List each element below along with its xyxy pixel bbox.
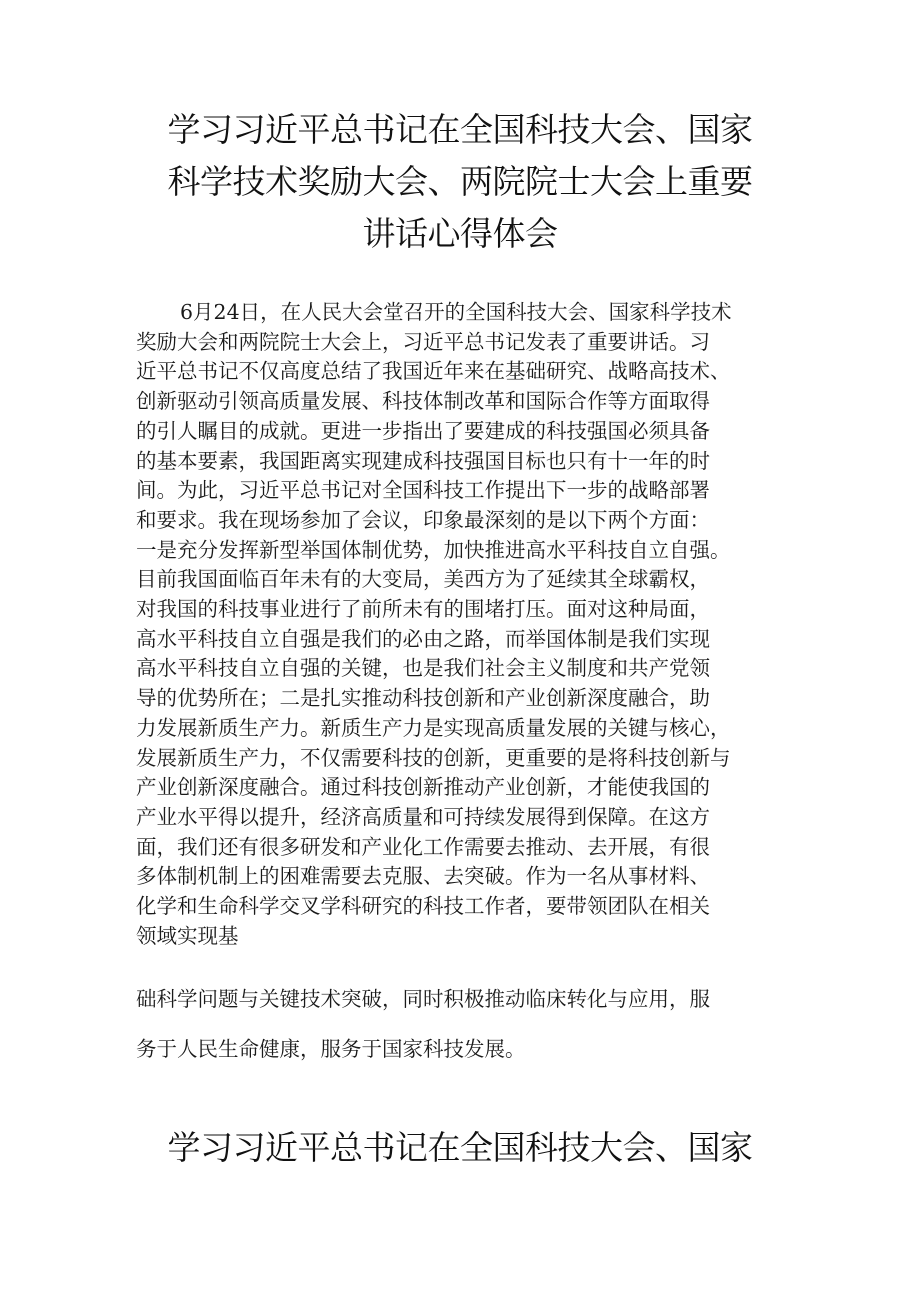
title-line-2: 科学技术奖励大会、两院院士大会上重要 bbox=[167, 162, 753, 201]
body-line: 对我国的科技事业进行了前所未有的围堵打压。面对这种局面， bbox=[136, 597, 710, 622]
body-line: 高水平科技自立自强的关键，也是我们社会主义制度和共产党领 bbox=[136, 656, 710, 681]
title-line-1: 学习习近平总书记在全国科技大会、国家 bbox=[167, 110, 753, 149]
body-line: 的引人瞩目的成就。更进一步指出了要建成的科技强国必须具备 bbox=[136, 418, 710, 443]
body-line: 奖励大会和两院院士大会上，习近平总书记发表了重要讲话。习 bbox=[136, 329, 710, 354]
body-line: 化学和生命科学交叉学科研究的科技工作者，要带领团队在相关 bbox=[136, 894, 710, 919]
body-line: 产业创新深度融合。通过科技创新推动产业创新，才能使我国的 bbox=[136, 775, 710, 800]
body-line: 导的优势所在；二是扎实推动科技创新和产业创新深度融合，助 bbox=[136, 686, 710, 711]
next-document-title: 学习习近平总书记在全国科技大会、国家 bbox=[167, 1128, 753, 1167]
body-line: 多体制机制上的困难需要去克服、去突破。作为一名从事材料、 bbox=[136, 864, 710, 889]
document-title bbox=[120, 104, 800, 260]
title-line-3: 讲话心得体会 bbox=[362, 214, 558, 253]
body-line: 面，我们还有很多研发和产业化工作需要去推动、去开展，有很 bbox=[136, 834, 710, 859]
body-line: 产业水平得以提升，经济高质量和可持续发展得到保障。在这方 bbox=[136, 804, 710, 829]
body-line: 间。为此，习近平总书记对全国科技工作提出下一步的战略部署 bbox=[136, 478, 710, 503]
body-line: 力发展新质生产力。新质生产力是实现高质量发展的关键与核心， bbox=[136, 715, 731, 740]
body-line: 发展新质生产力，不仅需要科技的创新，更重要的是将科技创新与 bbox=[136, 745, 731, 770]
body-paragraph bbox=[136, 298, 796, 951]
body-line: 和要求。我在现场参加了会议，印象最深刻的是以下两个方面： bbox=[136, 507, 710, 532]
body-line: 6月24日，在人民大会堂召开的全国科技大会、国家科学技术 bbox=[180, 300, 732, 324]
body-line: 高水平科技自立自强是我们的必由之路，而举国体制是我们实现 bbox=[136, 626, 710, 651]
body-continuation bbox=[136, 974, 796, 1074]
body-line: 的基本要素，我国距离实现建成科技强国目标也只有十一年的时 bbox=[136, 448, 710, 473]
body-line: 目前我国面临百年未有的大变局，美西方为了延续其全球霸权， bbox=[136, 567, 710, 592]
body-line: 一是充分发挥新型举国体制优势，加快推进高水平科技自立自强。 bbox=[136, 537, 731, 562]
continuation-line: 础科学问题与关键技术突破，同时积极推动临床转化与应用，服 bbox=[136, 987, 710, 1011]
body-line: 近平总书记不仅高度总结了我国近年来在基础研究、战略高技术、 bbox=[136, 359, 731, 384]
continuation-line: 务于人民生命健康，服务于国家科技发展。 bbox=[136, 1037, 526, 1061]
body-line: 领域实现基 bbox=[136, 923, 239, 948]
body-line: 创新驱动引领高质量发展、科技体制改革和国际合作等方面取得 bbox=[136, 389, 710, 414]
